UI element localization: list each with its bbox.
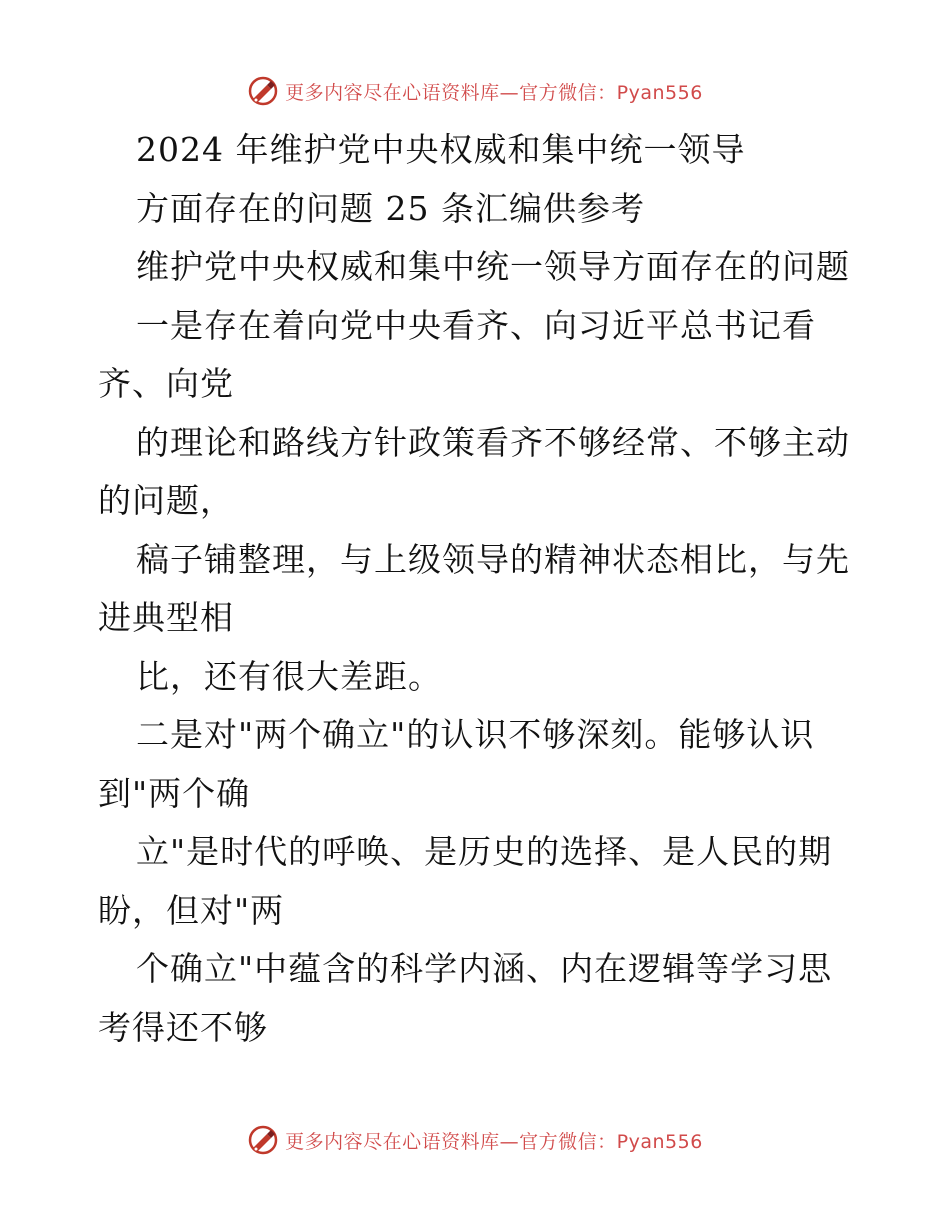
doc-line: 进典型相 bbox=[98, 598, 234, 637]
doc-line: 个确立"中蕴含的科学内涵、内在逻辑等学习思 bbox=[136, 949, 833, 988]
doc-line: 齐、向党 bbox=[98, 364, 234, 403]
doc-title-line-2: 方面存在的问题 25 条汇编供参考 bbox=[136, 188, 645, 228]
doc-line: 二是对"两个确立"的认识不够深刻。能够认识 bbox=[136, 715, 815, 754]
document-body bbox=[0, 121, 950, 1057]
doc-title-line-1: 2024 年维护党中央权威和集中统一领导 bbox=[136, 130, 746, 169]
doc-line: 稿子铺整理，与上级领导的精神状态相比，与先 bbox=[136, 539, 850, 579]
doc-line: 一是存在着向党中央看齐、向习近平总书记看 bbox=[136, 305, 816, 345]
doc-line: 维护党中央权威和集中统一领导方面存在的问题 bbox=[136, 247, 850, 286]
footer-banner-text: 更多内容尽在心语资料库—官方微信：Pyan556 bbox=[285, 1130, 703, 1153]
header-banner-text: 更多内容尽在心语资料库—官方微信：Pyan556 bbox=[285, 81, 703, 104]
doc-line: 的理论和路线方针政策看齐不够经常、不够主动 bbox=[136, 422, 850, 462]
doc-line: 比，还有很大差距。 bbox=[136, 656, 442, 696]
doc-line: 到"两个确 bbox=[98, 773, 251, 813]
doc-line: 盼，但对"两 bbox=[98, 890, 285, 930]
header-banner bbox=[0, 71, 950, 111]
pen-logo-icon bbox=[247, 1124, 279, 1156]
footer-banner bbox=[0, 1120, 950, 1160]
doc-line: 立"是时代的呼唤、是历史的选择、是人民的期 bbox=[136, 832, 833, 871]
doc-line: 的问题， bbox=[98, 481, 234, 520]
doc-line: 考得还不够 bbox=[98, 1007, 268, 1047]
pen-logo-icon bbox=[247, 75, 279, 107]
